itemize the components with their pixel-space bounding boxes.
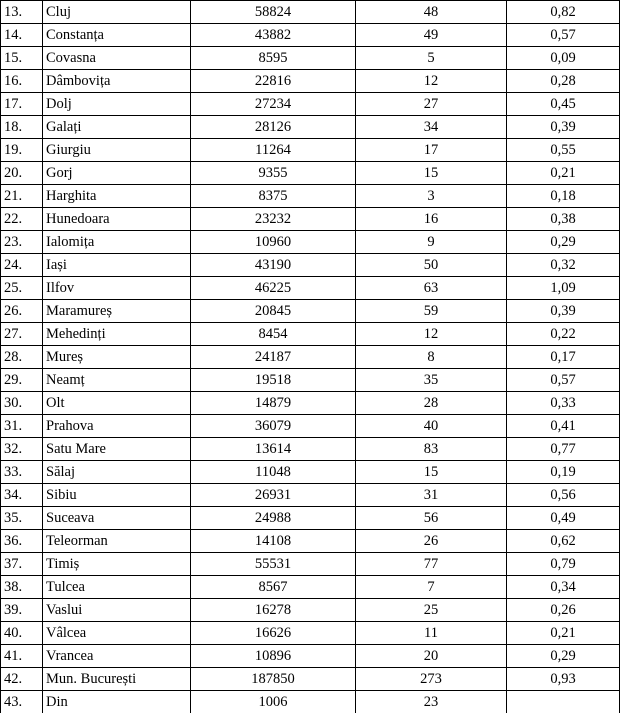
- row-value2: 20: [356, 645, 507, 668]
- row-index: 42.: [1, 668, 43, 691]
- row-value1: 8454: [191, 323, 356, 346]
- table-row: [1, 507, 620, 530]
- row-value1: 16626: [191, 622, 356, 645]
- row-value1: 43190: [191, 254, 356, 277]
- row-value3: 0,32: [507, 254, 620, 277]
- table-row: [1, 438, 620, 461]
- row-index: 35.: [1, 507, 43, 530]
- row-index: 14.: [1, 24, 43, 47]
- row-index: 25.: [1, 277, 43, 300]
- row-county-name: Din: [43, 691, 191, 713]
- row-value1: 187850: [191, 668, 356, 691]
- row-value3: 0,28: [507, 70, 620, 93]
- row-county-name: Dâmbovița: [43, 70, 191, 93]
- row-index: 24.: [1, 254, 43, 277]
- table-row: [1, 323, 620, 346]
- row-value2: 49: [356, 24, 507, 47]
- row-county-name: Teleorman: [43, 530, 191, 553]
- row-county-name: Covasna: [43, 47, 191, 70]
- row-index: 43.: [1, 691, 43, 713]
- row-county-name: Harghita: [43, 185, 191, 208]
- row-county-name: Sălaj: [43, 461, 191, 484]
- row-value3: 0,39: [507, 300, 620, 323]
- row-index: 30.: [1, 392, 43, 415]
- row-value2: 15: [356, 162, 507, 185]
- row-county-name: Mureș: [43, 346, 191, 369]
- row-value1: 58824: [191, 1, 356, 24]
- row-value3: 0,39: [507, 116, 620, 139]
- row-index: 23.: [1, 231, 43, 254]
- row-value3: 0,82: [507, 1, 620, 24]
- row-county-name: Mehedinți: [43, 323, 191, 346]
- row-value2: 31: [356, 484, 507, 507]
- row-value3: 0,21: [507, 162, 620, 185]
- row-index: 39.: [1, 599, 43, 622]
- row-index: 19.: [1, 139, 43, 162]
- row-value3: 0,49: [507, 507, 620, 530]
- row-value2: 59: [356, 300, 507, 323]
- row-county-name: Cluj: [43, 1, 191, 24]
- row-value3: 0,79: [507, 553, 620, 576]
- table-row: [1, 185, 620, 208]
- row-index: 34.: [1, 484, 43, 507]
- row-value3: 0,45: [507, 93, 620, 116]
- row-value3: 0,57: [507, 24, 620, 47]
- row-value1: 36079: [191, 415, 356, 438]
- row-value3: 0,41: [507, 415, 620, 438]
- row-county-name: Timiș: [43, 553, 191, 576]
- table-row: [1, 1, 620, 24]
- row-value2: 35: [356, 369, 507, 392]
- row-value1: 24187: [191, 346, 356, 369]
- row-county-name: Sibiu: [43, 484, 191, 507]
- row-value1: 22816: [191, 70, 356, 93]
- row-index: 17.: [1, 93, 43, 116]
- row-county-name: Satu Mare: [43, 438, 191, 461]
- row-value2: 26: [356, 530, 507, 553]
- table-row: [1, 576, 620, 599]
- row-value1: 14879: [191, 392, 356, 415]
- row-value3: [507, 691, 620, 713]
- row-value2: 8: [356, 346, 507, 369]
- row-value1: 10960: [191, 231, 356, 254]
- row-value2: 23: [356, 691, 507, 713]
- row-county-name: Olt: [43, 392, 191, 415]
- row-value1: 55531: [191, 553, 356, 576]
- row-value1: 16278: [191, 599, 356, 622]
- table-row: [1, 668, 620, 691]
- row-value2: 11: [356, 622, 507, 645]
- row-value1: 20845: [191, 300, 356, 323]
- row-index: 21.: [1, 185, 43, 208]
- row-value1: 28126: [191, 116, 356, 139]
- table-row: [1, 277, 620, 300]
- row-index: 33.: [1, 461, 43, 484]
- row-value2: 12: [356, 323, 507, 346]
- row-value2: 48: [356, 1, 507, 24]
- row-index: 38.: [1, 576, 43, 599]
- table-row: [1, 484, 620, 507]
- row-value1: 14108: [191, 530, 356, 553]
- row-value2: 50: [356, 254, 507, 277]
- table-row: [1, 93, 620, 116]
- row-index: 16.: [1, 70, 43, 93]
- row-county-name: Hunedoara: [43, 208, 191, 231]
- row-value3: 0,77: [507, 438, 620, 461]
- row-county-name: Neamț: [43, 369, 191, 392]
- row-county-name: Giurgiu: [43, 139, 191, 162]
- row-index: 18.: [1, 116, 43, 139]
- row-index: 26.: [1, 300, 43, 323]
- row-value1: 8375: [191, 185, 356, 208]
- row-value3: 0,38: [507, 208, 620, 231]
- row-index: 13.: [1, 1, 43, 24]
- row-value2: 25: [356, 599, 507, 622]
- row-value2: 40: [356, 415, 507, 438]
- row-value1: 23232: [191, 208, 356, 231]
- row-county-name: Vrancea: [43, 645, 191, 668]
- row-value2: 63: [356, 277, 507, 300]
- row-value3: 0,62: [507, 530, 620, 553]
- table-row: [1, 553, 620, 576]
- row-value1: 10896: [191, 645, 356, 668]
- table-row: [1, 622, 620, 645]
- row-value2: 7: [356, 576, 507, 599]
- row-index: 37.: [1, 553, 43, 576]
- row-value1: 43882: [191, 24, 356, 47]
- row-value1: 24988: [191, 507, 356, 530]
- row-county-name: Constanța: [43, 24, 191, 47]
- row-county-name: Iași: [43, 254, 191, 277]
- row-value1: 9355: [191, 162, 356, 185]
- table-row: [1, 346, 620, 369]
- row-value1: 26931: [191, 484, 356, 507]
- table-row: [1, 599, 620, 622]
- row-value3: 0,22: [507, 323, 620, 346]
- row-value3: 0,34: [507, 576, 620, 599]
- row-value2: 83: [356, 438, 507, 461]
- row-index: 15.: [1, 47, 43, 70]
- row-index: 28.: [1, 346, 43, 369]
- row-index: 40.: [1, 622, 43, 645]
- table-row: [1, 415, 620, 438]
- row-value3: 0,93: [507, 668, 620, 691]
- table-row: [1, 369, 620, 392]
- row-value3: 0,17: [507, 346, 620, 369]
- row-value2: 77: [356, 553, 507, 576]
- row-value2: 56: [356, 507, 507, 530]
- row-value3: 0,18: [507, 185, 620, 208]
- row-value3: 0,19: [507, 461, 620, 484]
- row-county-name: Galați: [43, 116, 191, 139]
- table-row: [1, 47, 620, 70]
- row-value2: 5: [356, 47, 507, 70]
- row-value3: 0,09: [507, 47, 620, 70]
- row-value3: 1,09: [507, 277, 620, 300]
- row-index: 20.: [1, 162, 43, 185]
- row-index: 29.: [1, 369, 43, 392]
- table-row: [1, 70, 620, 93]
- row-value2: 34: [356, 116, 507, 139]
- table-row: [1, 24, 620, 47]
- row-index: 41.: [1, 645, 43, 668]
- row-value1: 19518: [191, 369, 356, 392]
- row-county-name: Ialomița: [43, 231, 191, 254]
- row-county-name: Ilfov: [43, 277, 191, 300]
- row-index: 32.: [1, 438, 43, 461]
- row-county-name: Vaslui: [43, 599, 191, 622]
- row-value1: 27234: [191, 93, 356, 116]
- table-body: [1, 1, 620, 713]
- row-value3: 0,57: [507, 369, 620, 392]
- row-value2: 15: [356, 461, 507, 484]
- row-value2: 12: [356, 70, 507, 93]
- row-value2: 17: [356, 139, 507, 162]
- row-value1: 8595: [191, 47, 356, 70]
- row-index: 22.: [1, 208, 43, 231]
- row-value2: 9: [356, 231, 507, 254]
- row-index: 36.: [1, 530, 43, 553]
- row-county-name: Mun. București: [43, 668, 191, 691]
- table-row: [1, 392, 620, 415]
- row-value2: 273: [356, 668, 507, 691]
- row-value3: 0,21: [507, 622, 620, 645]
- table-row: [1, 645, 620, 668]
- table-row: [1, 254, 620, 277]
- row-value2: 3: [356, 185, 507, 208]
- row-value1: 13614: [191, 438, 356, 461]
- table-row: [1, 231, 620, 254]
- table-row: [1, 461, 620, 484]
- table-row: [1, 162, 620, 185]
- row-value3: 0,29: [507, 231, 620, 254]
- row-county-name: Dolj: [43, 93, 191, 116]
- row-value1: 46225: [191, 277, 356, 300]
- row-value3: 0,33: [507, 392, 620, 415]
- table-row: [1, 300, 620, 323]
- row-value1: 8567: [191, 576, 356, 599]
- table-row: [1, 116, 620, 139]
- row-index: 27.: [1, 323, 43, 346]
- row-index: 31.: [1, 415, 43, 438]
- row-county-name: Prahova: [43, 415, 191, 438]
- row-county-name: Maramureș: [43, 300, 191, 323]
- row-county-name: Suceava: [43, 507, 191, 530]
- row-value3: 0,29: [507, 645, 620, 668]
- row-value1: 1006: [191, 691, 356, 713]
- table-row: [1, 139, 620, 162]
- row-value1: 11048: [191, 461, 356, 484]
- row-value3: 0,55: [507, 139, 620, 162]
- row-county-name: Tulcea: [43, 576, 191, 599]
- table-row: [1, 691, 620, 713]
- row-value3: 0,26: [507, 599, 620, 622]
- row-value2: 28: [356, 392, 507, 415]
- row-county-name: Vâlcea: [43, 622, 191, 645]
- row-value2: 16: [356, 208, 507, 231]
- table-row: [1, 208, 620, 231]
- row-value1: 11264: [191, 139, 356, 162]
- row-value2: 27: [356, 93, 507, 116]
- row-value3: 0,56: [507, 484, 620, 507]
- row-county-name: Gorj: [43, 162, 191, 185]
- table-row: [1, 530, 620, 553]
